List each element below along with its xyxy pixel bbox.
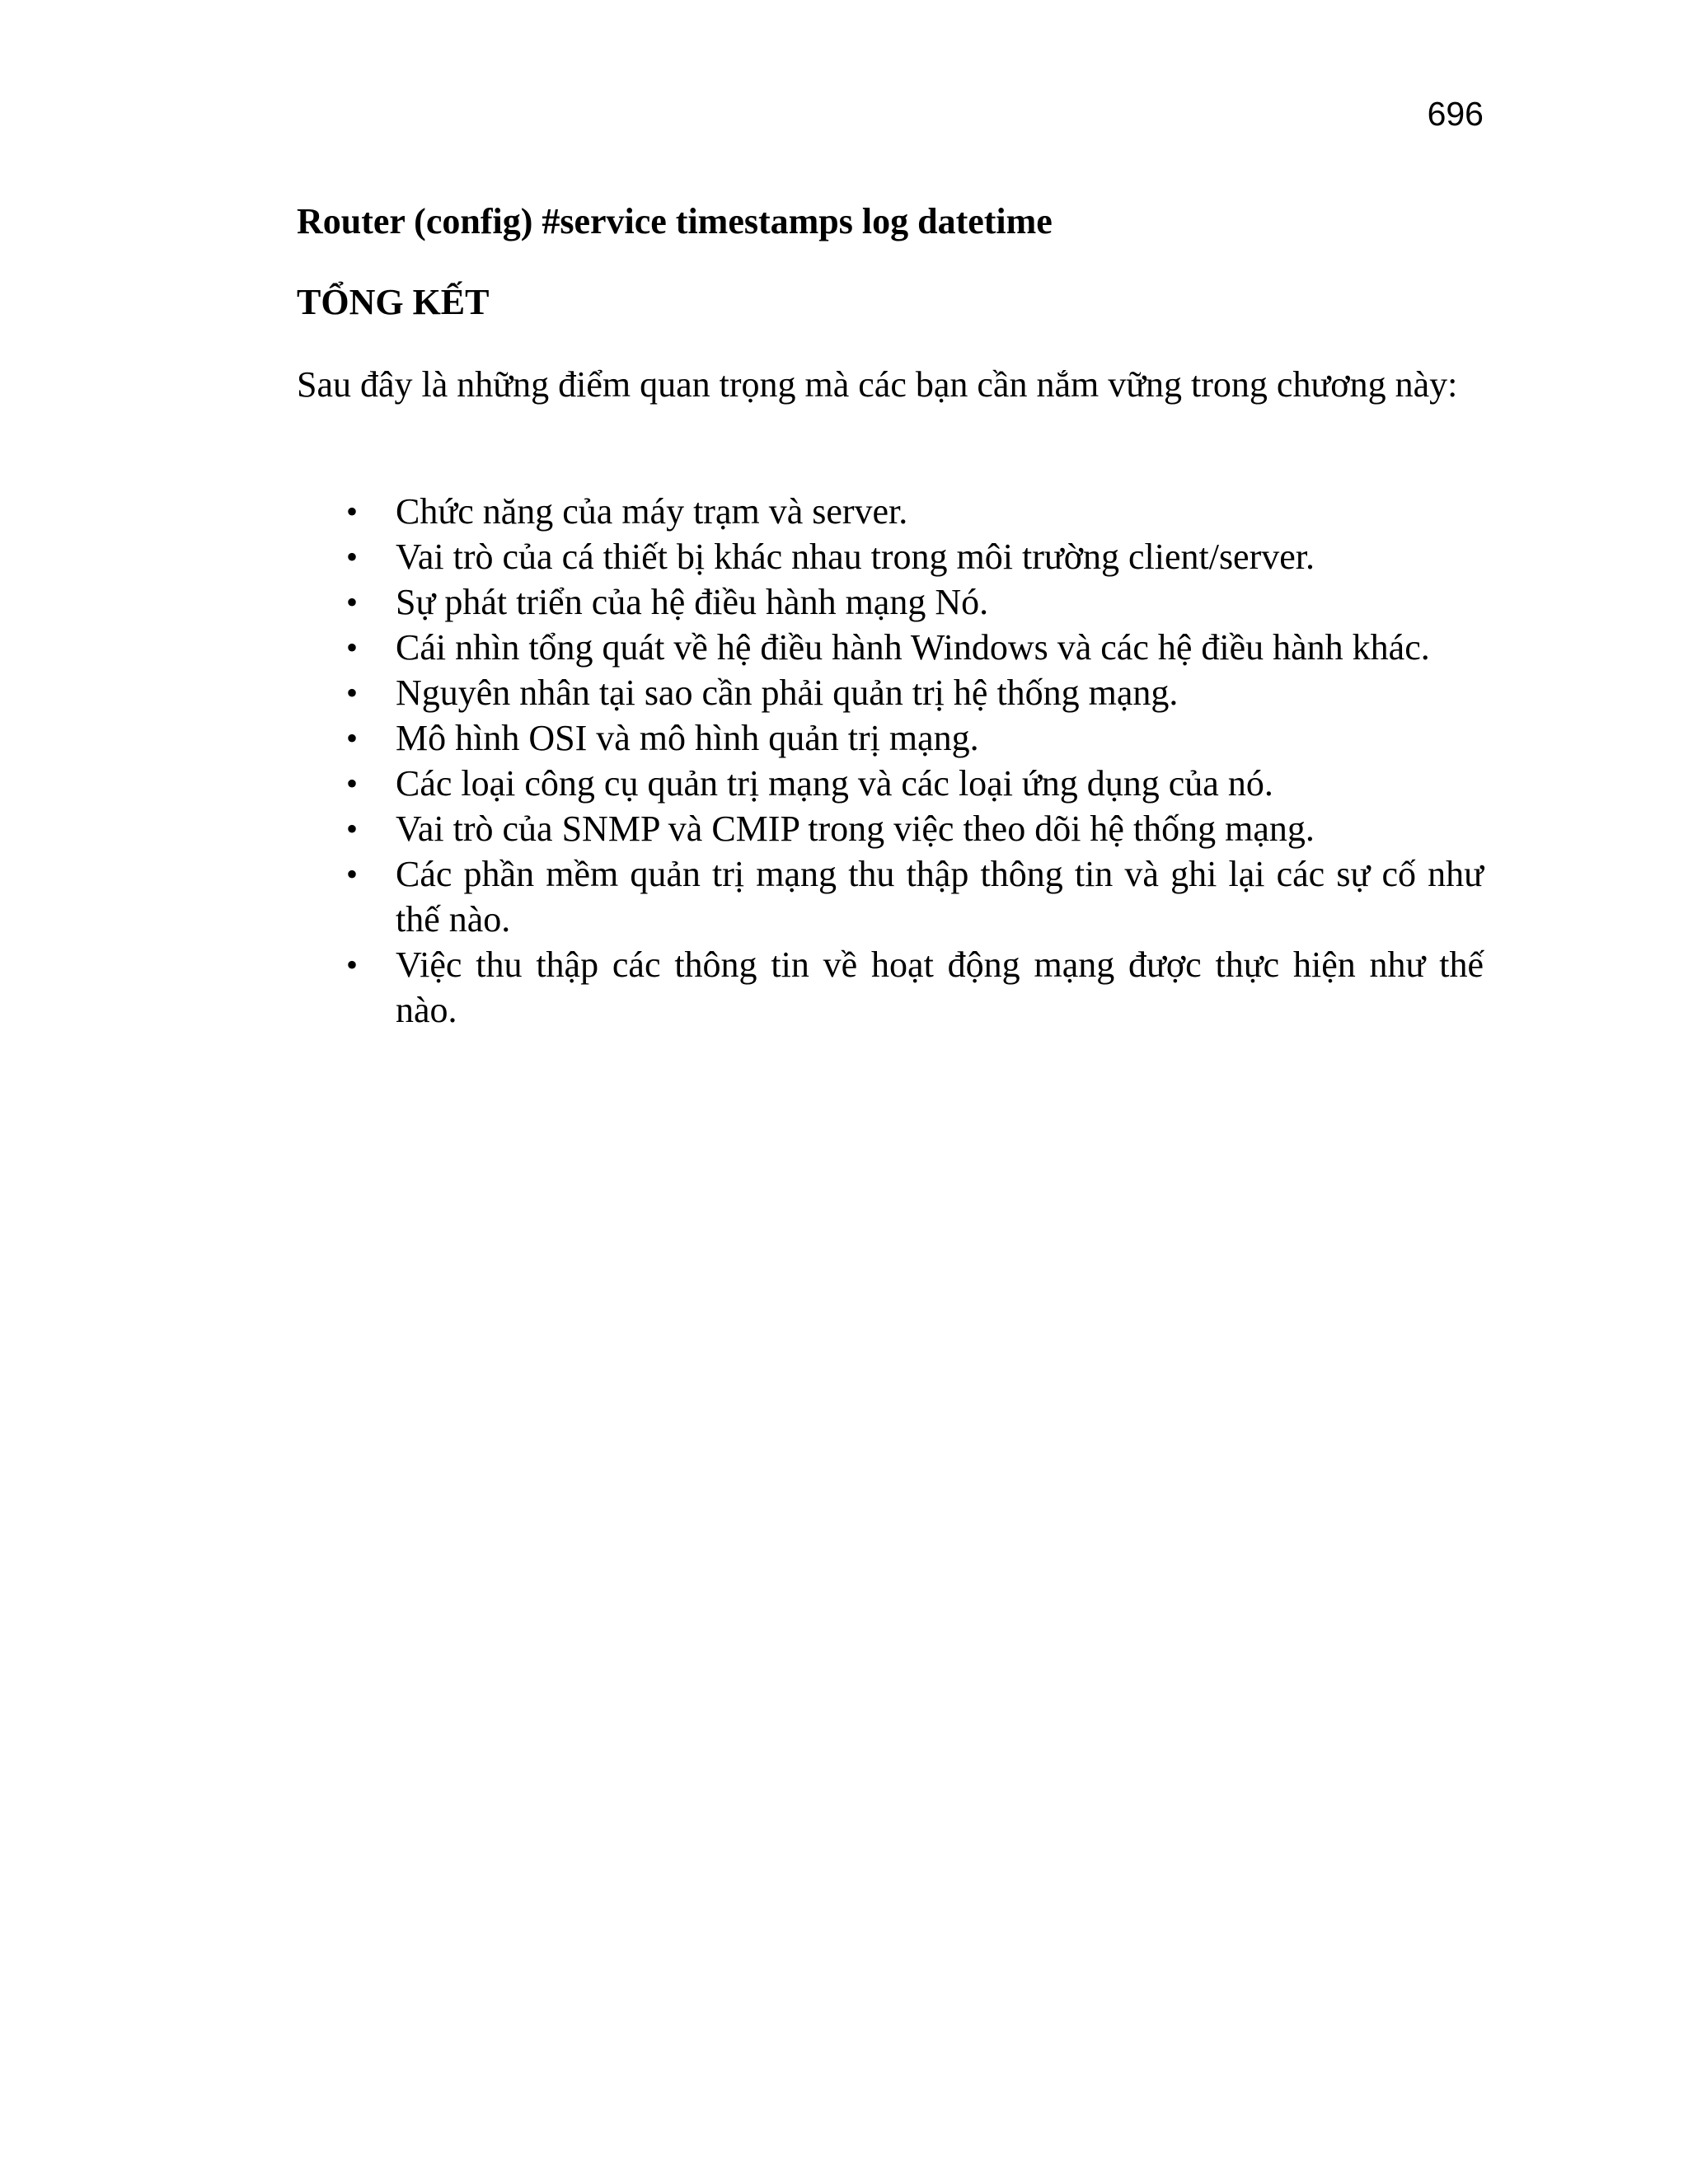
list-item	[346, 489, 1484, 534]
bullet-icon: •	[346, 674, 359, 711]
list-item	[346, 851, 1484, 942]
router-command: Router (config) #service timestamps log datetime	[297, 201, 1053, 241]
bullet-icon: •	[346, 810, 359, 847]
list-item-text: Sự phát triển của hệ điều hành mạng Nó.	[396, 582, 989, 622]
list-item-text: Các loại công cụ quản trị mạng và các loại ứng dụng của nó.	[396, 763, 1273, 804]
list-item-text: Chức năng của máy trạm và server.	[396, 491, 908, 532]
list-item-text: Vai trò của cá thiết bị khác nhau trong môi trường client/server.	[396, 537, 1315, 577]
list-item	[346, 806, 1484, 851]
list-item-text: Các phần mềm quản trị mạng thu thập thông tin và ghi lại các sự cố như thế nào.	[396, 854, 1484, 940]
list-item	[346, 715, 1484, 761]
bullet-icon: •	[346, 493, 359, 530]
list-item	[346, 761, 1484, 806]
list-item-text: Vai trò của SNMP và CMIP trong việc theo dõi hệ thống mạng.	[396, 808, 1315, 849]
section-heading: TỔNG KẾT	[297, 282, 490, 322]
bullet-icon: •	[346, 583, 359, 621]
bullet-icon: •	[346, 946, 359, 983]
list-item-text: Mô hình OSI và mô hình quản trị mạng.	[396, 718, 979, 758]
bullet-icon: •	[346, 855, 359, 893]
list-item	[346, 625, 1484, 670]
bullet-icon: •	[346, 629, 359, 666]
list-item	[346, 534, 1484, 579]
bullet-icon: •	[346, 538, 359, 575]
list-item-text: Việc thu thập các thông tin về hoạt động mạng được thực hiện như thế nào.	[396, 944, 1484, 1030]
page-number: 696	[1427, 95, 1484, 133]
bullet-icon: •	[346, 765, 359, 802]
bullet-icon: •	[346, 719, 359, 757]
list-item	[346, 579, 1484, 625]
list-item	[346, 670, 1484, 715]
list-item-text: Nguyên nhân tại sao cần phải quản trị hệ thống mạng.	[396, 673, 1179, 713]
list-item-text: Cái nhìn tổng quát về hệ điều hành Windows và các hệ điều hành khác.	[396, 627, 1430, 668]
intro-paragraph: Sau đây là những điểm quan trọng mà các bạn cần nắm vững trong chương này:	[297, 364, 1458, 405]
summary-list	[346, 489, 1484, 1033]
list-item	[346, 942, 1484, 1033]
